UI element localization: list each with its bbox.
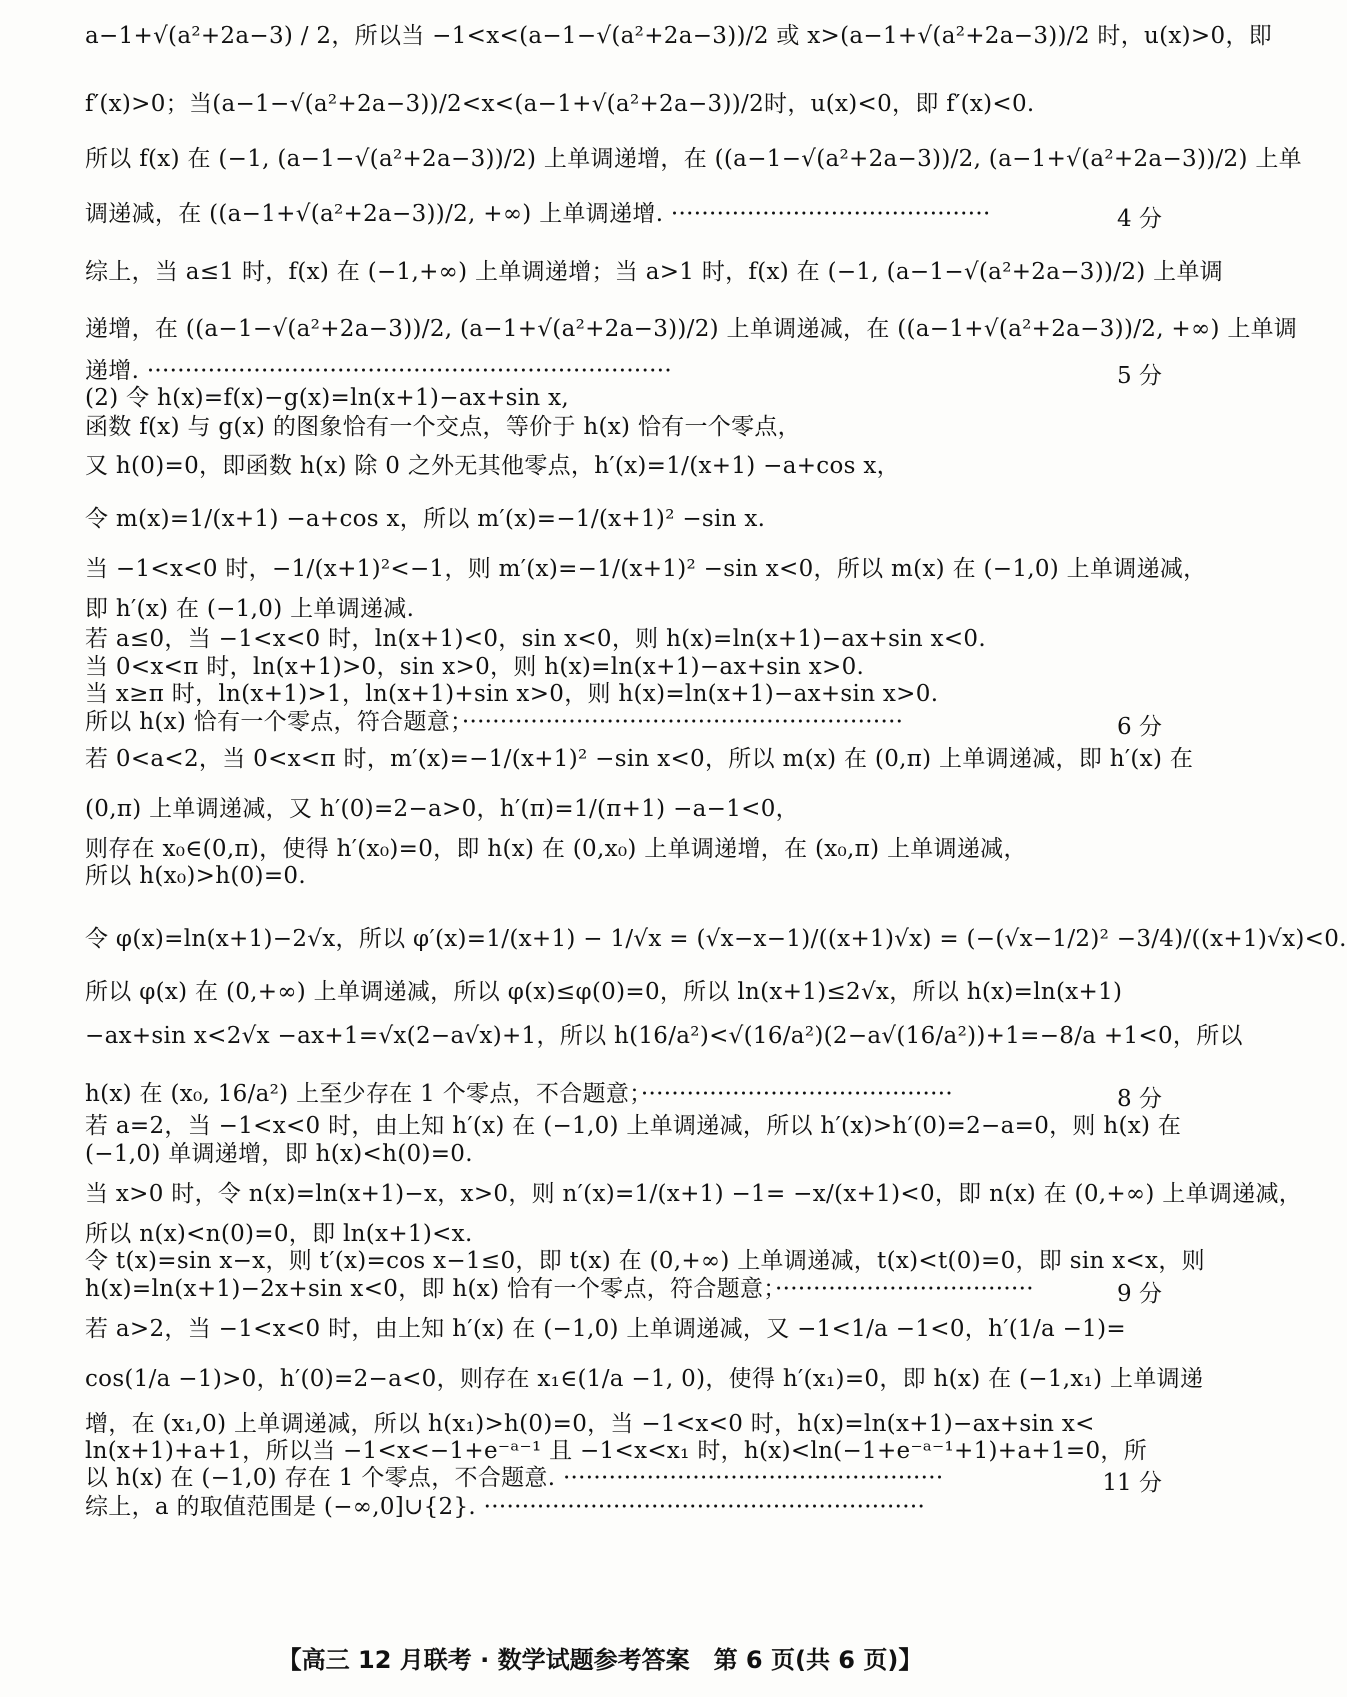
text-line: h(x) 在 (x₀, 16/a²) 上至少存在 1 个零点，不合题意；········································· [85, 1081, 953, 1107]
text-line: 当 x≥π 时，ln(x+1)>1，ln(x+1)+sin x>0，则 h(x)=ln(x+1)−ax+sin x>0. [85, 681, 939, 707]
text-line: 令 m(x)=1/(x+1) −a+cos x，所以 m′(x)=−1/(x+1)² −sin x. [85, 506, 766, 532]
text-line: 所以 h(x) 恰有一个零点，符合题意；·························································· [85, 709, 904, 735]
text-line: 调递减，在 ((a−1+√(a²+2a−3))/2, +∞) 上单调递增. ·········································· [85, 201, 991, 227]
text-line: 若 a≤0，当 −1<x<0 时，ln(x+1)<0，sin x<0，则 h(x)=ln(x+1)−ax+sin x<0. [85, 626, 986, 652]
text-line: −ax+sin x<2√x −ax+1=√x(2−a√x)+1，所以 h(16/a²)<√(16/a²)(2−a√(16/a²))+1=−8/a +1<0，所以 [85, 1023, 1243, 1049]
text-line: 以 h(x) 在 (−1,0) 存在 1 个零点，不合题意. ·················································· [85, 1465, 944, 1491]
text-line: 当 0<x<π 时，ln(x+1)>0，sin x>0，则 h(x)=ln(x+1)−ax+sin x>0. [85, 654, 865, 680]
text-line: 又 h(0)=0，即函数 h(x) 除 0 之外无其他零点，h′(x)=1/(x+1) −a+cos x， [85, 453, 900, 479]
text-line: 函数 f(x) 与 g(x) 的图象恰有一个交点，等价于 h(x) 恰有一个零点， [85, 414, 801, 440]
text-line: (−1,0) 单调递增，即 h(x)<h(0)=0. [85, 1141, 473, 1167]
text-line: 即 h′(x) 在 (−1,0) 上单调递减. [85, 596, 415, 622]
text-line: 所以 h(x₀)>h(0)=0. [85, 863, 306, 889]
text-line: 增，在 (x₁,0) 上单调递减，所以 h(x₁)>h(0)=0，当 −1<x<0 时，h(x)=ln(x+1)−ax+sin x< [85, 1411, 1095, 1437]
text-line: 则存在 x₀∈(0,π)，使得 h′(x₀)=0，即 h(x) 在 (0,x₀) 上单调递增，在 (x₀,π) 上单调递减， [85, 836, 1027, 862]
text-line: 令 φ(x)=ln(x+1)−2√x，所以 φ′(x)=1/(x+1) − 1/√x = (√x−x−1)/((x+1)√x) = (−(√x−1/2)² −3/4)/((x+1)√x)<0. [85, 926, 1347, 952]
page-footer: 【高三 12 月联考 · 数学试题参考答案 第 6 页(共 6 页)】 [277, 1646, 923, 1674]
text-line: 递增，在 ((a−1−√(a²+2a−3))/2, (a−1+√(a²+2a−3))/2) 上单调递减，在 ((a−1+√(a²+2a−3))/2, +∞) 上单调 [85, 316, 1298, 342]
score-mark: 9 分 [1117, 1281, 1162, 1307]
text-line: f′(x)>0；当(a−1−√(a²+2a−3))/2<x<(a−1+√(a²+2a−3))/2时，u(x)<0，即 f′(x)<0. [85, 91, 1035, 117]
text-line: 若 a>2，当 −1<x<0 时，由上知 h′(x) 在 (−1,0) 上单调递减，又 −1<1/a −1<0，h′(1/a −1)= [85, 1316, 1126, 1342]
score-mark: 4 分 [1117, 206, 1162, 232]
text-line: 令 t(x)=sin x−x，则 t′(x)=cos x−1≤0，即 t(x) 在 (0,+∞) 上单调递减，t(x)<t(0)=0，即 sin x<x，则 [85, 1248, 1205, 1274]
text-line: ln(x+1)+a+1，所以当 −1<x<−1+e⁻ᵃ⁻¹ 且 −1<x<x₁ 时，h(x)<ln(−1+e⁻ᵃ⁻¹+1)+a+1=0，所 [85, 1438, 1147, 1464]
text-line: cos(1/a −1)>0，h′(0)=2−a<0，则存在 x₁∈(1/a −1, 0)，使得 h′(x₁)=0，即 h(x) 在 (−1,x₁) 上单调递 [85, 1366, 1204, 1392]
text-line: (2) 令 h(x)=f(x)−g(x)=ln(x+1)−ax+sin x, [85, 385, 570, 411]
score-mark: 11 分 [1102, 1470, 1162, 1496]
score-mark: 8 分 [1117, 1086, 1162, 1112]
text-line: 递增. ····································································· [85, 358, 672, 384]
text-line: 综上，a 的取值范围是 (−∞,0]∪{2}. ·························································· [85, 1494, 926, 1520]
text-line: a−1+√(a²+2a−3) / 2，所以当 −1<x<(a−1−√(a²+2a−3))/2 或 x>(a−1+√(a²+2a−3))/2 时，u(x)>0，即 [85, 23, 1273, 49]
text-line: 若 a=2，当 −1<x<0 时，由上知 h′(x) 在 (−1,0) 上单调递减，所以 h′(x)>h′(0)=2−a=0，则 h(x) 在 [85, 1113, 1182, 1139]
text-line: 所以 f(x) 在 (−1, (a−1−√(a²+2a−3))/2) 上单调递增，在 ((a−1−√(a²+2a−3))/2, (a−1+√(a²+2a−3))/2) 上单 [85, 146, 1302, 172]
text-line: 综上，当 a≤1 时，f(x) 在 (−1,+∞) 上单调递增；当 a>1 时，f(x) 在 (−1, (a−1−√(a²+2a−3))/2) 上单调 [85, 259, 1224, 285]
text-line: h(x)=ln(x+1)−2x+sin x<0，即 h(x) 恰有一个零点，符合题意；·································· [85, 1276, 1034, 1302]
text-line: 当 −1<x<0 时，−1/(x+1)²<−1，则 m′(x)=−1/(x+1)² −sin x<0，所以 m(x) 在 (−1,0) 上单调递减， [85, 556, 1207, 582]
text-line: 当 x>0 时，令 n(x)=ln(x+1)−x，x>0，则 n′(x)=1/(x+1) −1= −x/(x+1)<0，即 n(x) 在 (0,+∞) 上单调递减， [85, 1181, 1303, 1207]
text-line: 若 0<a<2，当 0<x<π 时，m′(x)=−1/(x+1)² −sin x<0，所以 m(x) 在 (0,π) 上单调递减，即 h′(x) 在 [85, 746, 1194, 772]
text-line: (0,π) 上单调递减，又 h′(0)=2−a>0，h′(π)=1/(π+1) −a−1<0， [85, 796, 799, 822]
text-line: 所以 φ(x) 在 (0,+∞) 上单调递减，所以 φ(x)≤φ(0)=0，所以 ln(x+1)≤2√x，所以 h(x)=ln(x+1) [85, 979, 1123, 1005]
text-line: 所以 n(x)<n(0)=0，即 ln(x+1)<x. [85, 1221, 473, 1247]
score-mark: 5 分 [1117, 363, 1162, 389]
score-mark: 6 分 [1117, 714, 1162, 740]
